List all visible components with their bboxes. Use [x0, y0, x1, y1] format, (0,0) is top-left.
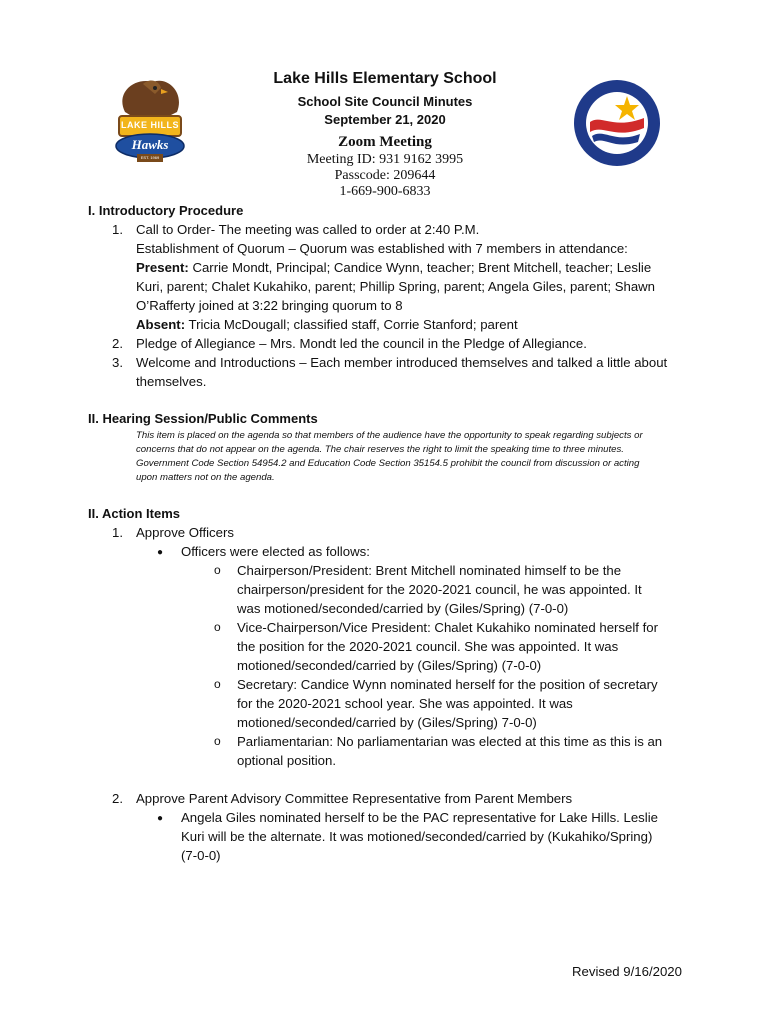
phone-number: 1-669-900-6833: [339, 184, 431, 199]
call-to-order: Call to Order- The meeting was called to order at 2:40 P.M.: [136, 222, 480, 237]
section-heading-action-items: II. Action Items: [88, 506, 180, 521]
vice-chair-line-2: the position for the 2020-2021 council. She was appointed. It was: [237, 639, 619, 654]
document-title: School Site Council Minutes: [297, 94, 473, 109]
revised-date: Revised 9/16/2020: [572, 964, 682, 979]
circle-bullet-icon: o: [214, 620, 221, 634]
bullet-icon: ●: [157, 813, 164, 824]
present-list-line-3: O’Rafferty joined at 3:22 bringing quorum to 8: [136, 298, 403, 313]
circle-bullet-icon: o: [214, 734, 221, 748]
secretary-line-3: motioned/seconded/carried by (Giles/Spring) 7-0-0): [237, 715, 537, 730]
california-distinguished-school-seal: [572, 78, 662, 168]
parliamentarian-line-1: Parliamentarian: No parliamentarian was elected at this time as this is an: [237, 734, 663, 749]
vice-chair-line-1: Vice-Chairperson/Vice President: Chalet Kukahiko nominated herself for: [237, 620, 659, 635]
list-number: 3.: [112, 355, 123, 370]
present-list-line-1: [136, 258, 651, 277]
chairperson-line-3: was motioned/seconded/carried by (Giles/Spring) (7-0-0): [237, 601, 569, 616]
approve-pac-representative: Approve Parent Advisory Committee Representative from Parent Members: [136, 791, 573, 806]
parliamentarian-line-2: optional position.: [237, 753, 336, 768]
present-list-line-2: Kuri, parent; Chalet Kukahiko, parent; Phillip Spring, parent; Angela Giles, parent; Shawn: [136, 279, 656, 294]
meeting-date: September 21, 2020: [324, 112, 446, 127]
welcome-item-line-1: Welcome and Introductions – Each member introduced themselves and talked a little about: [136, 355, 668, 370]
list-number: 1.: [112, 525, 123, 540]
section-heading-introductory: I. Introductory Procedure: [88, 203, 244, 218]
list-number: 1.: [112, 222, 123, 237]
seal-icon: [572, 78, 662, 168]
list-number: 2.: [112, 791, 123, 806]
present-label: Present:: [136, 260, 189, 275]
pac-line-3: (7-0-0): [181, 848, 221, 863]
pledge-item: Pledge of Allegiance – Mrs. Mondt led the council in the Pledge of Allegiance.: [136, 336, 587, 351]
welcome-item-line-2: themselves.: [136, 374, 207, 389]
logo-mascot-word: Hawks: [131, 137, 169, 152]
school-logo-hawks: [105, 72, 195, 164]
meeting-id: Meeting ID: 931 9162 3995: [306, 152, 464, 167]
hearing-note-line-2: concerns that do not appear on the agenda. The chair reserves the right to limit the speaking time to three minutes.: [136, 444, 624, 455]
quorum-statement: Establishment of Quorum – Quorum was established with 7 members in attendance:: [136, 241, 628, 256]
secretary-line-1: Secretary: Candice Wynn nominated herself for the position of secretary: [237, 677, 658, 692]
bullet-icon: ●: [157, 547, 164, 558]
hearing-note-line-4: upon matters not on the agenda.: [136, 472, 275, 483]
list-number: 2.: [112, 336, 123, 351]
approve-officers: Approve Officers: [136, 525, 234, 540]
section-heading-hearing: II. Hearing Session/Public Comments: [88, 411, 318, 426]
chairperson-line-2: chairperson/president for the 2020-2021 council, he was appointed. It: [237, 582, 642, 597]
hearing-note-line-3: Government Code Section 54954.2 and Education Code Section 35154.5 prohibit the council from discussion or acting: [136, 458, 640, 469]
present-names: Carrie Mondt, Principal; Candice Wynn, teacher; Brent Mitchell, teacher; Leslie: [188, 260, 652, 275]
pac-line-2: Kuri will be the alternate. It was motioned/seconded/carried by (Kukahiko/Spring): [181, 829, 653, 844]
circle-bullet-icon: o: [214, 677, 221, 691]
zoom-title: Zoom Meeting: [338, 134, 432, 150]
secretary-line-2: for the 2020-2021 school year. She was appointed. It was: [237, 696, 573, 711]
absent-label: Absent:: [136, 317, 186, 332]
vice-chair-line-3: motioned/seconded/carried by (Giles/Spring) (7-0-0): [237, 658, 542, 673]
hearing-note-line-1: This item is placed on the agenda so that members of the audience have the opportunity to speak regarding subjects or: [136, 430, 643, 441]
pac-line-1: Angela Giles nominated herself to be the PAC representative for Lake Hills. Leslie: [181, 810, 658, 825]
absent-list: [136, 315, 518, 334]
logo-established: EST. 1969: [140, 155, 160, 160]
absent-names: Tricia McDougall; classified staff, Corrie Stanford; parent: [185, 317, 518, 332]
chairperson-line-1: Chairperson/President: Brent Mitchell nominated himself to be the: [237, 563, 622, 578]
school-name: Lake Hills Elementary School: [273, 70, 497, 87]
circle-bullet-icon: o: [214, 563, 221, 577]
officers-elected: Officers were elected as follows:: [181, 544, 370, 559]
logo-school-name: LAKE HILLS: [121, 120, 179, 130]
passcode: Passcode: 209644: [334, 168, 436, 183]
